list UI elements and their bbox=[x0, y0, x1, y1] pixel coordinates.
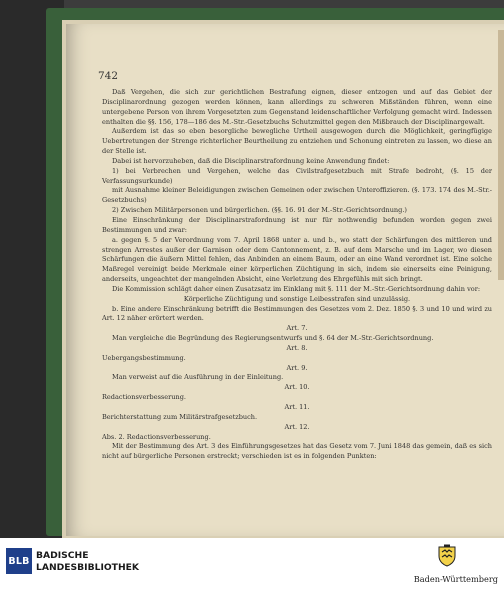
paragraph: Mit der Bestimmung des Art. 3 des Einführungsgesetzes hat das Gesetz vom 7. Juni 1848 das gemein, daß es sich nicht auf bürgerliche Personen erstreckt; verschieden ist es in folgenden Punkten: bbox=[102, 442, 492, 461]
paragraph: Art. 9. bbox=[286, 363, 308, 372]
paragraph: Außerdem ist das so eben besorgliche bewegliche Urtheil ausgewogen durch die Möglichkeit, geringfügige Uebertretungen der Strenge richterlicher Beurtheilung zu entziehen und Schonung eintreten zu lassen, wo diese an der Stelle ist. bbox=[102, 127, 492, 156]
paragraph: Art. 12. bbox=[284, 422, 310, 431]
book-page bbox=[66, 24, 504, 536]
paragraph: Art. 10. bbox=[284, 383, 310, 392]
paragraph: Abs. 2. Redactionsverbesserung. bbox=[102, 432, 211, 441]
page-text bbox=[102, 88, 492, 462]
paragraph: 1) bei Verbrechen und Vergehen, welche das Civilstrafgesetzbuch mit Strafe bedroht, (§. 15 der Verfassungsurkunde) bbox=[102, 166, 492, 185]
library-name[interactable]: BADISCHE LANDESBIBLIOTHEK bbox=[36, 550, 140, 573]
paragraph: Art. 7. bbox=[286, 324, 308, 333]
paragraph: Man verweist auf die Ausführung in der Einleitung. bbox=[112, 373, 284, 382]
paragraph: 2) Zwischen Militärpersonen und bürgerlichen. (§§. 16. 91 der M.-Str.-Gerichtsordnung.) bbox=[112, 206, 407, 215]
footer-bar bbox=[0, 538, 504, 594]
paragraph: mit Ausnahme kleiner Beleidigungen zwischen Gemeinen oder zwischen Unteroffizieren. (§. 173. 174 des M.-Str.-Gesetzbuchs) bbox=[102, 186, 492, 205]
paragraph: b. Eine andere Einschränkung betrifft die Bestimmungen des Gesetzes vom 2. Dez. 1850 §. 3 und 10 und wird zu Art. 12 näher erörtert werden. bbox=[102, 304, 492, 323]
paragraph: Redactionsverbesserung. bbox=[102, 393, 187, 402]
paragraph: Uebergangsbestimmung. bbox=[102, 353, 186, 362]
paragraph: Art. 8. bbox=[286, 343, 308, 352]
coat-of-arms-icon bbox=[436, 544, 458, 568]
paragraph: Man vergleiche die Begründung des Regierungsentwurfs und §. 64 der M.-Str.-Gerichtsordnung. bbox=[112, 334, 434, 343]
paragraph: Die Kommission schlägt daher einen Zusatzsatz im Einklang mit §. 111 der M.-Str.-Gerichtsordnung dahin vor: bbox=[112, 284, 481, 293]
state-label[interactable]: Baden-Württemberg bbox=[413, 574, 498, 584]
paragraph: a. gegen §. 5 der Verordnung vom 7. April 1868 unter a. und b., wo statt der Schärfungen des mittleren und strengen Arrestes außer der Garnison oder dem Cantonnement, z. B. auf dem Marsche und im Lager, wo diesen Schärfungen die äußern Mittel fehlen, das Anbinden an einem Baum, oder an eine Wand verordnet ist. Eine solche Maßregel vereinigt beide Merkmale einer körperlichen Züchtigung in sich, indem sie einerseits eine Peinigung, anderseits, ungeachtet der mangelnden Absicht, eine Verletzung des Ehrgefühls mit sich bringt. bbox=[102, 235, 492, 284]
paragraph: Körperliche Züchtigung und sonstige Leibesstrafen sind unzulässig. bbox=[183, 294, 411, 303]
blb-logo-icon[interactable]: BLB bbox=[6, 548, 32, 574]
page-edges-right bbox=[498, 30, 504, 280]
paragraph: Daß Vergehen, die sich zur gerichtlichen Bestrafung eignen, dieser entzogen und auf das Gebiet der Disciplinarordnung gezogen werden können, kann allerdings zu schweren Mißständen führen, wenn eine untergebene Person von ihrem Vorgesetzten zum Gegenstand leidenschaftlicher Verfolgung gemacht wird. Indessen enthalten die §§. 156, 178—186 des M.-Str.-Gesetzbuchs Schutzmittel gegen den Mißbrauch der Disciplinargewalt. bbox=[102, 88, 492, 126]
paragraph: Art. 11. bbox=[284, 403, 310, 411]
paragraph: Dabei ist hervorzuheben, daß die Disciplinarstrafordnung keine Anwendung findet: bbox=[112, 156, 390, 165]
page-number: 742 bbox=[98, 70, 119, 82]
paragraph: Eine Einschränkung der Disciplinarstrafordnung ist nur für nothwendig befunden worden gegen zwei Bestimmungen und zwar: bbox=[102, 215, 492, 234]
paragraph: Berichterstattung zum Militärstrafgesetzbuch. bbox=[102, 412, 258, 421]
